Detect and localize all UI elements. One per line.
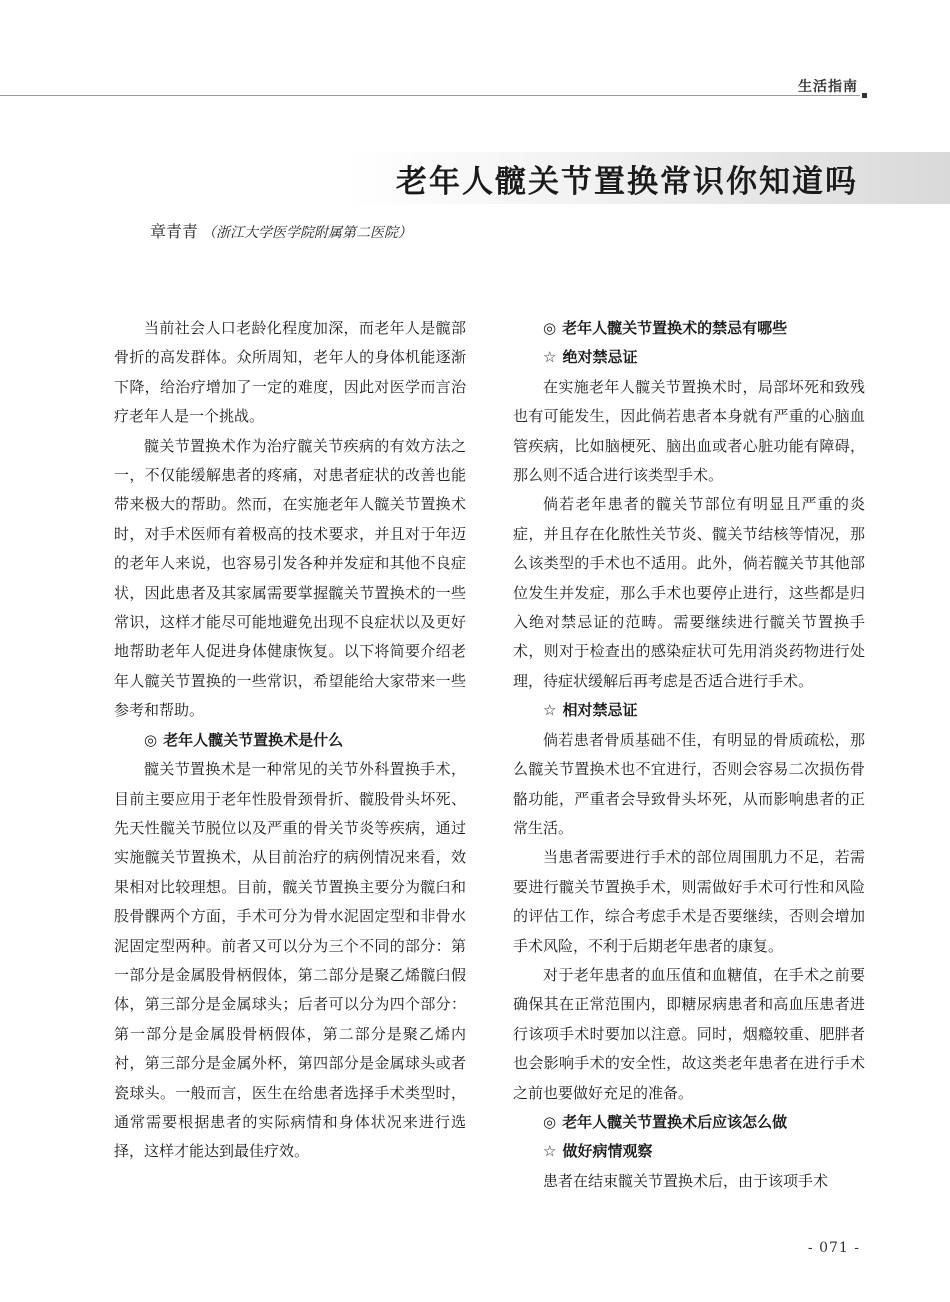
double-circle-icon: ◎ [543,1112,557,1131]
double-circle-icon: ◎ [543,319,557,337]
paragraph: 倘若患者骨质基础不佳，有明显的骨质疏松，那么髋关节置换术也不宜进行，否则会容易二次损伤骨骼功能，严重者会导致骨头坏死，从而影响患者的正常生活。 [513,730,865,837]
sub-heading [513,343,865,372]
sub-heading-text: 绝对禁忌证 [562,348,638,367]
section-heading-text: 老年人髋关节置换术后应该怎么做 [562,1112,788,1131]
byline [150,219,412,242]
sub-heading-text: 相对禁忌证 [562,701,638,720]
paragraph: 髋关节置换术是一种常见的关节外科置换手术，目前主要应用于老年性股骨颈骨折、髋股骨头坏死、先天性髋关节脱位以及严重的骨关节炎等疾病，通过实施髋关节置换术，从目前治疗的病例情况来看，效果相对比较理想。目前，髋关节置换主要分为髋臼和股骨髁两个方面，手术可分为骨水泥固定型和非骨水泥固定型两种。前者又可以分为三个不同的部分：第一部分是金属股骨柄假体，第二部分是聚乙烯髋臼假体，第三部分是金属球头；后者可以分为四个部分：第一部分是金属股骨柄假体，第二部分是聚乙烯内衬，第三部分是金属外杯，第四部分是金属球头或者瓷球头。一般而言，医生在给患者选择手术类型时，通常需要根据患者的实际病情和身体状况来进行选择，这样才能达到最佳疗效。 [114,760,466,1161]
paragraph: 髋关节置换术作为治疗髋关节疾病的有效方法之一，不仅能缓解患者的疼痛，对患者症状的改善也能带来极大的帮助。然而，在实施老年人髋关节置换术时，对手术医师有着极高的技术要求，并且对于年迈的老年人来说，也容易引发各种并发症和其他不良症状，因此患者及其家属需要掌握髋关节置换术的一些常识，这样才能尽可能地避免出现不良症状以及更好地帮助老年人促进身体健康恢复。以下将简要介绍老年人髋关节置换的一些常识，希望能给大家带来一些参考和帮助。 [114,436,466,720]
paragraph: 患者在结束髋关节置换术后，由于该项手术 [543,1171,829,1190]
paragraph: 对于老年患者的血压值和血糖值，在手术之前要确保其在正常范围内，即糖尿病患者和高血压患者进行该项手术时要加以注意。同时，烟瘾较重、肥胖者也会影响手术的安全性，故这类老年患者在进行手术之前也要做好充足的准备。 [513,965,865,1102]
header-rule [0,95,860,96]
section-heading [114,726,466,755]
article-title: 老年人髋关节置换常识你知道吗 [396,164,858,200]
sub-heading [513,1137,865,1166]
paragraph: 倘若老年患者的髋关节部位有明显且严重的炎症，并且存在化脓性关节炎、髋关节结核等情况，那么该类型的手术也不适用。此外，倘若髋关节其他部位发生并发症，那么手术也要停止进行，这些都是归入绝对禁忌证的范畴。需要继续进行髋关节置换手术，则对于检查出的感染症状可先用消炎药物进行处理，待症状缓解后再考虑是否适合进行手术。 [513,495,865,690]
header-square-ornament [862,93,867,98]
section-label: 生活指南 [798,79,858,95]
paragraph: 在实施老年人髋关节置换术时，局部坏死和致残也有可能发生，因此倘若患者本身就有严重的心脑血管疾病，比如脑梗死、脑出血或者心脏功能有障碍，那么则不适合进行该类型手术。 [513,377,865,485]
page-number: - 071 - [807,1240,860,1256]
left-column [114,314,466,1167]
section-heading [513,314,865,343]
star-icon: ☆ [543,348,557,367]
section-heading [513,1108,865,1137]
section-heading-text: 老年人髋关节置换术是什么 [163,730,344,749]
sub-heading-text: 做好病情观察 [562,1142,653,1161]
paragraph: 当患者需要进行手术的部位周围肌力不足，若需要进行髋关节置换手术，则需做好手术可行性和风险的评估工作，综合考虑手术是否要继续，否则会增加手术风险，不利于后期老年患者的康复。 [513,848,865,955]
section-heading-text: 老年人髋关节置换术的禁忌有哪些 [562,319,788,337]
sub-heading [513,696,865,725]
author-affiliation: （浙江大学医学院附属第二医院） [202,225,413,241]
double-circle-icon: ◎ [144,730,158,749]
right-column [513,314,865,1196]
author-name: 章青青 [150,222,199,241]
star-icon: ☆ [543,701,557,720]
paragraph: 当前社会人口老龄化程度加深，而老年人是髋部骨折的高发群体。众所周知，老年人的身体机能逐渐下降，给治疗增加了一定的难度，因此对医学而言治疗老年人是一个挑战。 [114,319,466,426]
star-icon: ☆ [543,1142,557,1161]
